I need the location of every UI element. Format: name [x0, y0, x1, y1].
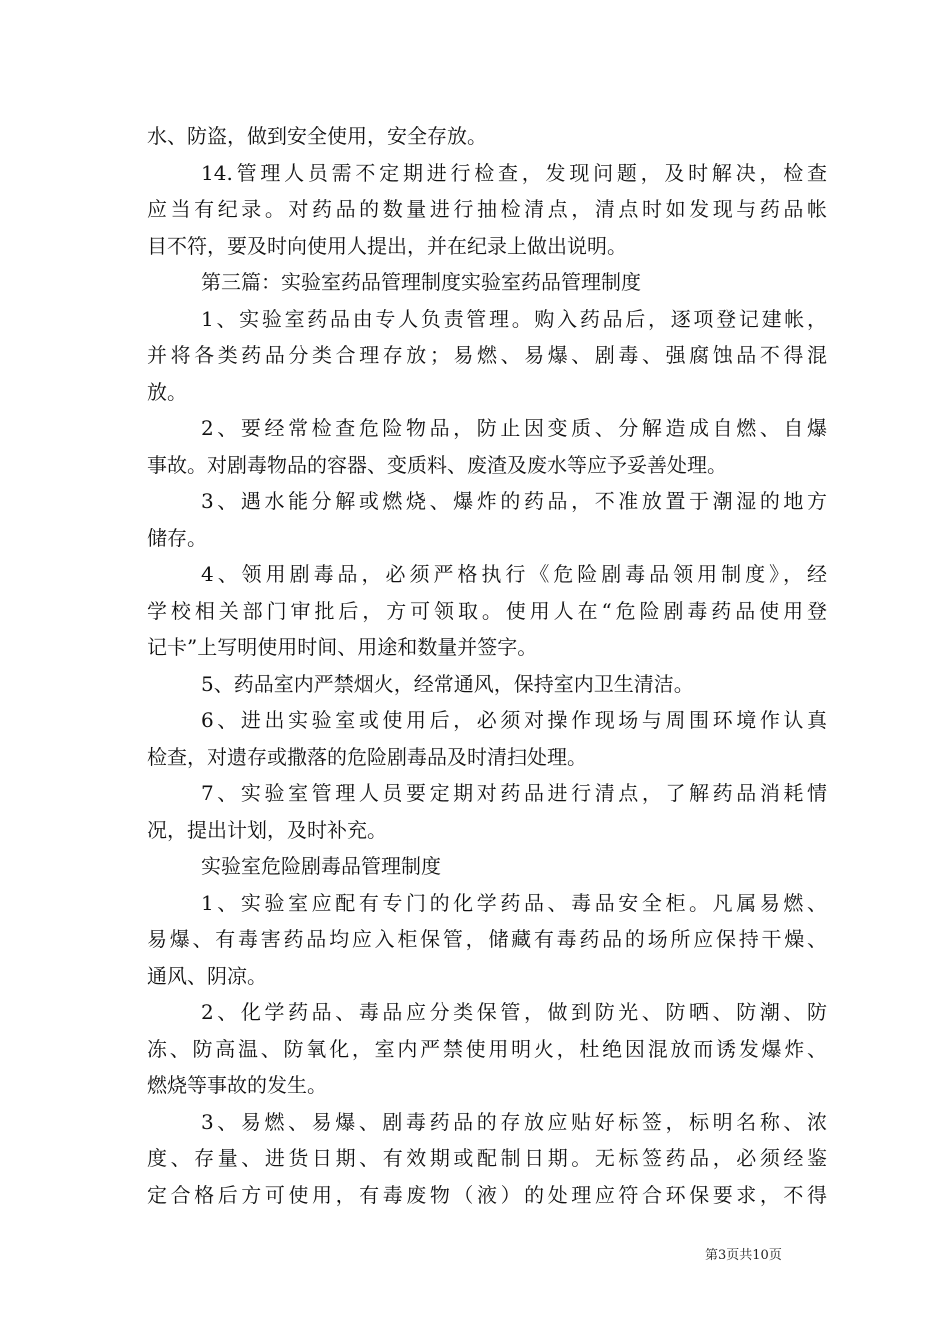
text-line: 冻、防高温、防氧化，室内严禁使用明火，杜绝因混放而诱发爆炸、 [147, 1036, 827, 1061]
text-line: 燃烧等事故的发生。 [147, 1073, 327, 1097]
text-line: 3、易燃、易爆、剧毒药品的存放应贴好标签，标明名称、浓 [201, 1109, 827, 1134]
text-line: 易爆、有毒害药品均应入柜保管，储藏有毒药品的场所应保持干燥、 [147, 927, 827, 951]
text-line: 水、防盗，做到安全使用，安全存放。 [147, 124, 487, 148]
text-line: 记卡”上写明使用时间、用途和数量并签字。 [147, 635, 538, 659]
text-line: 储存。 [147, 525, 207, 550]
text-line: 并将各类药品分类合理存放；易燃、易爆、剧毒、强腐蚀品不得混 [147, 343, 827, 367]
text-line: 通风、阴凉。 [147, 963, 267, 988]
text-line: 1、实验室药品由专人负责管理。购入药品后，逐项登记建帐， [201, 306, 827, 331]
text-line: 14.管理人员需不定期进行检查，发现问题，及时解决，检查 [201, 160, 827, 185]
text-line: 2、化学药品、毒品应分类保管，做到防光、防晒、防潮、防 [201, 1000, 827, 1024]
text-line: 6、进出实验室或使用后，必须对操作现场与周围环境作认真 [201, 708, 827, 732]
text-line: 况，提出计划，及时补充。 [147, 817, 387, 842]
text-line: 定合格后方可使用，有毒废物（液）的处理应符合环保要求，不得 [147, 1182, 827, 1207]
text-line: 目不符，要及时向使用人提出，并在纪录上做出说明。 [147, 233, 627, 258]
text-line: 度、存量、进货日期、有效期或配制日期。无标签药品，必须经鉴 [147, 1146, 827, 1170]
text-line: 3、遇水能分解或燃烧、爆炸的药品，不准放置于潮湿的地方 [201, 489, 827, 513]
text-line: 事故。对剧毒物品的容器、变质料、废渣及废水等应予妥善处理。 [147, 452, 727, 477]
body-text [147, 118, 827, 1213]
text-line: 4、领用剧毒品，必须严格执行《危险剧毒品领用制度》，经 [201, 562, 827, 586]
text-line: 2、要经常检查危险物品，防止因变质、分解造成自燃、自爆 [201, 416, 827, 440]
text-line: 1、实验室应配有专门的化学药品、毒品安全柜。凡属易燃、 [201, 890, 827, 915]
text-line: 7、实验室管理人员要定期对药品进行清点，了解药品消耗情 [201, 781, 827, 805]
text-line: 应当有纪录。对药品的数量进行抽检清点，清点时如发现与药品帐 [147, 197, 827, 221]
section-heading: 第三篇：实验室药品管理制度实验室药品管理制度 [201, 270, 641, 294]
text-line: 5、药品室内严禁烟火，经常通风，保持室内卫生清洁。 [201, 671, 694, 696]
page-number-footer: 第3页共10页 [705, 1248, 782, 1263]
text-line: 放。 [147, 379, 187, 404]
text-line: 学校相关部门审批后，方可领取。使用人在“危险剧毒药品使用登 [147, 598, 827, 623]
text-line: 检查，对遗存或撒落的危险剧毒品及时清扫处理。 [147, 744, 587, 769]
section-heading: 实验室危险剧毒品管理制度 [201, 854, 441, 878]
